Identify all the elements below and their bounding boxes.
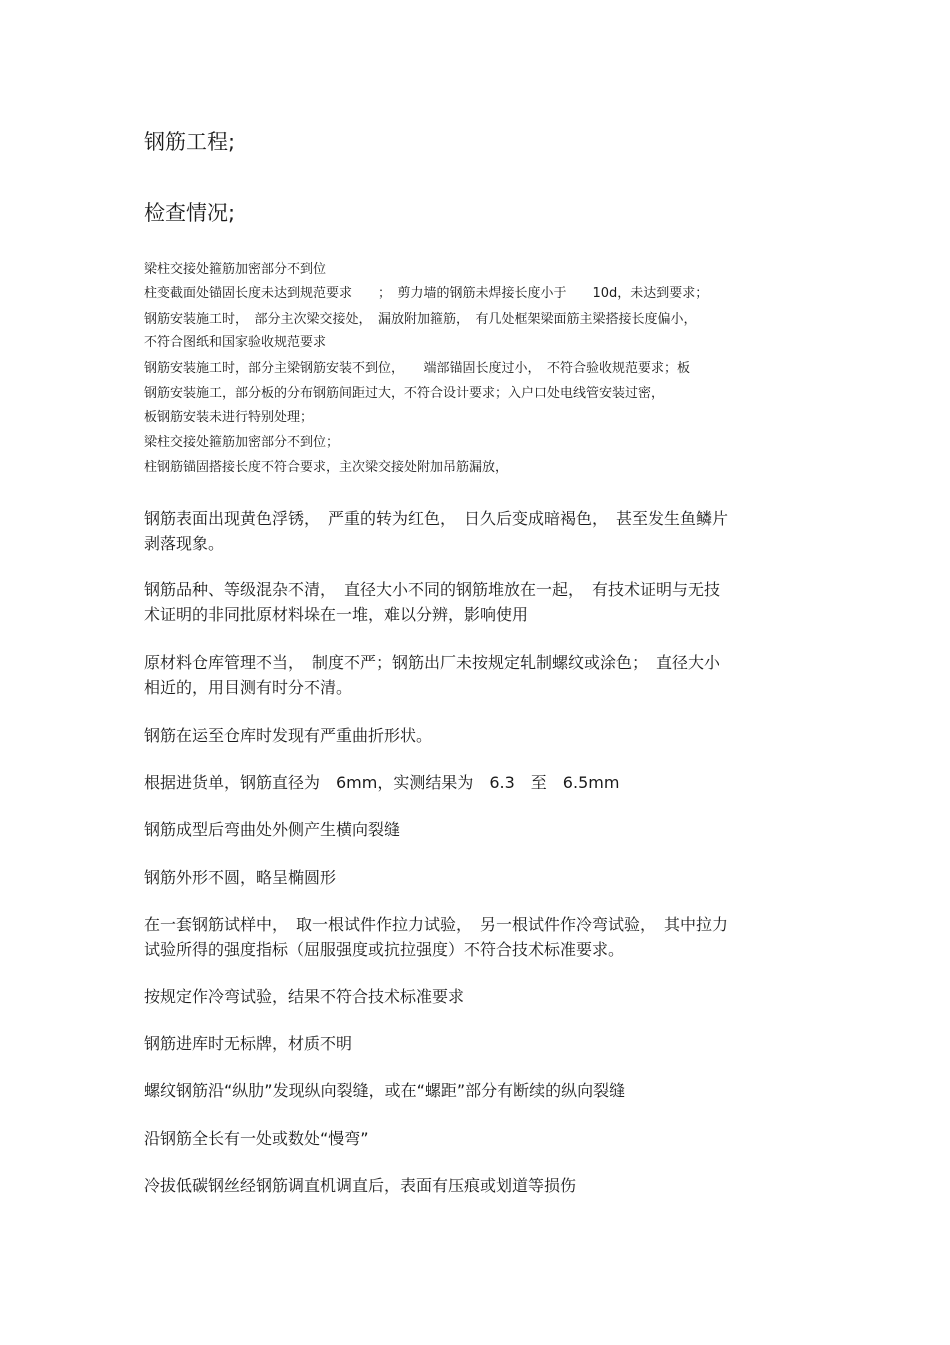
check-line: 柱变截面处锚固长度未达到规范要求 ； 剪力墙的钢筋未焊接长度小于 10d，未达到要求； bbox=[144, 286, 709, 301]
paragraph-line: 试验所得的强度指标（屈服强度或抗拉强度）不符合技术标准要求。 bbox=[144, 940, 625, 959]
issue-paragraph bbox=[144, 1173, 809, 1198]
paragraph-line: 螺纹钢筋沿“纵肋”发现纵向裂缝，或在“螺距”部分有断续的纵向裂缝 bbox=[144, 1081, 626, 1100]
paragraph-line: 按规定作冷弯试验，结果不符合技术标准要求 bbox=[144, 987, 465, 1006]
issue-paragraph bbox=[144, 723, 809, 748]
issue-paragraph bbox=[144, 1126, 809, 1151]
paragraph-line: 剥落现象。 bbox=[144, 534, 225, 553]
check-line: 钢筋安装施工时， 部分主次梁交接处， 漏放附加箍筋， 有几处框架梁面筋主梁搭接长度偏小， bbox=[144, 312, 697, 327]
issue-paragraph bbox=[144, 984, 809, 1009]
check-line: 柱钢筋锚固搭接长度不符合要求，主次梁交接处附加吊筋漏放， bbox=[144, 460, 509, 475]
paragraph-line: 钢筋进库时无标牌，材质不明 bbox=[144, 1034, 353, 1053]
issue-paragraph bbox=[144, 577, 809, 627]
issue-paragraph bbox=[144, 506, 809, 556]
paragraph-line: 钢筋表面出现黄色浮锈， 严重的转为红色， 日久后变成暗褐色， 甚至发生鱼鳞片 bbox=[144, 509, 729, 528]
issue-paragraph bbox=[144, 1078, 809, 1103]
check-line: 钢筋安装施工，部分板的分布钢筋间距过大，不符合设计要求；入户口处电线管安装过密， bbox=[144, 386, 665, 401]
paragraph-line: 钢筋成型后弯曲处外侧产生横向裂缝 bbox=[144, 820, 401, 839]
check-line: 不符合图纸和国家验收规范要求 bbox=[144, 335, 327, 350]
issue-paragraph bbox=[144, 912, 809, 962]
paragraph-line: 钢筋在运至仓库时发现有严重曲折形状。 bbox=[144, 726, 433, 745]
paragraph-line: 沿钢筋全长有一处或数处“慢弯” bbox=[144, 1129, 369, 1148]
issue-paragraph bbox=[144, 650, 809, 700]
paragraph-line: 冷拔低碳钢丝经钢筋调直机调直后，表面有压痕或划道等损伤 bbox=[144, 1176, 577, 1195]
section-title: 钢筋工程; bbox=[144, 130, 236, 154]
check-line: 板钢筋安装未进行特别处理； bbox=[144, 410, 314, 425]
paragraph-line: 术证明的非同批原材料垛在一堆，难以分辨，影响使用 bbox=[144, 605, 529, 624]
check-line: 梁柱交接处箍筋加密部分不到位 bbox=[144, 262, 327, 277]
paragraph-line: 原材料仓库管理不当， 制度不严；钢筋出厂未按规定轧制螺纹或涂色； 直径大小 bbox=[144, 653, 721, 672]
issue-paragraph bbox=[144, 865, 809, 890]
paragraph-line: 相近的，用目测有时分不清。 bbox=[144, 678, 353, 697]
check-line: 梁柱交接处箍筋加密部分不到位； bbox=[144, 435, 340, 450]
paragraph-line: 钢筋品种、等级混杂不清， 直径大小不同的钢筋堆放在一起， 有技术证明与无技 bbox=[144, 580, 721, 599]
subsection-title: 检查情况; bbox=[144, 201, 236, 225]
paragraph-line: 根据进货单，钢筋直径为 6mm，实测结果为 6.3 至 6.5mm bbox=[144, 773, 620, 792]
issue-paragraph bbox=[144, 817, 809, 842]
check-line: 钢筋安装施工时，部分主梁钢筋安装不到位， 端部锚固长度过小， 不符合验收规范要求；板 bbox=[144, 361, 691, 376]
paragraph-line: 钢筋外形不圆，略呈椭圆形 bbox=[144, 868, 337, 887]
issue-paragraph bbox=[144, 770, 809, 795]
issue-paragraph bbox=[144, 1031, 809, 1056]
paragraph-line: 在一套钢筋试样中， 取一根试件作拉力试验， 另一根试件作冷弯试验， 其中拉力 bbox=[144, 915, 729, 934]
